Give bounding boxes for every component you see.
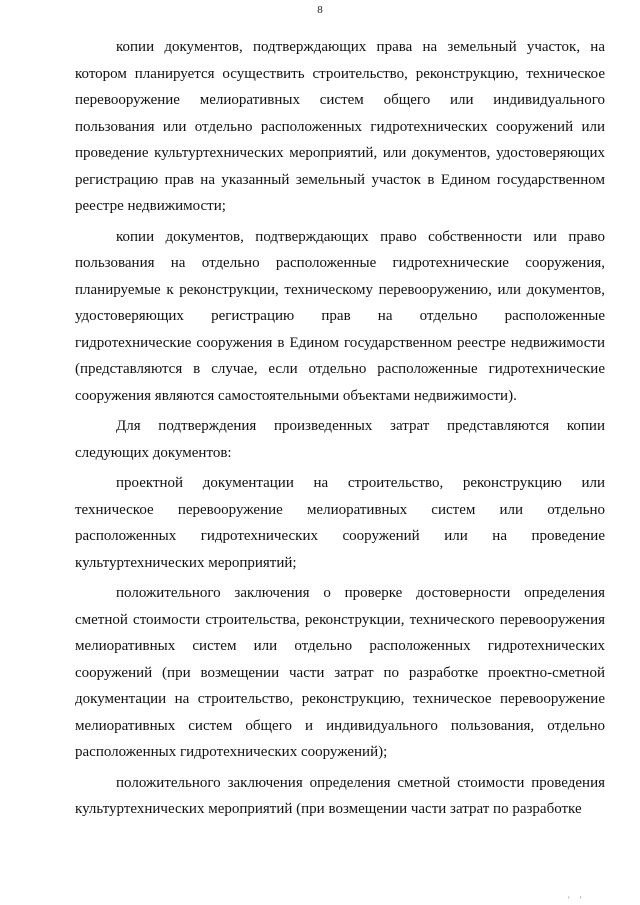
page-number: 8 [317, 4, 323, 16]
paragraph-ownership-documents: копии документов, подтверждающих право собственности или право пользования на отдельно расположенные гидротехнические сооружения, планируемые к реконструкции, техническому перевооружению, или документов, удостоверяющих регистрацию прав на отдельно расположенные гидротехнические сооружения в Едином государственном реестре недвижимости (представляются в случае, если отдельно расположенные гидротехнические сооружения являются самостоятельными объектами недвижимости). [75, 228, 605, 404]
footer-mark: ' ' [568, 895, 586, 905]
document-body [75, 34, 605, 823]
paragraph-project-documentation: проектной документации на строительство, реконструкцию или техническое перевооружение мелиоративных систем или отдельно расположенных гидротехнических сооружений или на проведение культуртехнических мероприятий; [75, 475, 605, 571]
paragraph-cost-confirmation: Для подтверждения произведенных затрат представляются копии следующих документов: [75, 418, 605, 461]
paragraph-estimate-verification: положительного заключения о проверке достоверности определения сметной стоимости строительства, реконструкции, технического перевооружения мелиоративных систем или отдельно расположенных гидротехнических сооружений (при возмещении части затрат по разработке проектно-сметной документации на строительство, реконструкцию, техническое перевооружение мелиоративных систем общего и индивидуального пользования, отдельно расположенных гидротехнических сооружений); [75, 585, 605, 760]
paragraph-land-rights-documents: копии документов, подтверждающих права на земельный участок, на котором планируется осуществить строительство, реконструкцию, техническое перевооружение мелиоративных систем общего или индивидуального пользования или отдельно расположенных гидротехнических сооружений или проведение культуртехнических мероприятий, или документов, удостоверяющих регистрацию прав на указанный земельный участок в Едином государственном реестре недвижимости; [75, 39, 605, 214]
paragraph-estimate-conclusion: положительного заключения определения сметной стоимости проведения культуртехнических мероприятий (при возмещении части затрат по разработке [75, 774, 605, 817]
